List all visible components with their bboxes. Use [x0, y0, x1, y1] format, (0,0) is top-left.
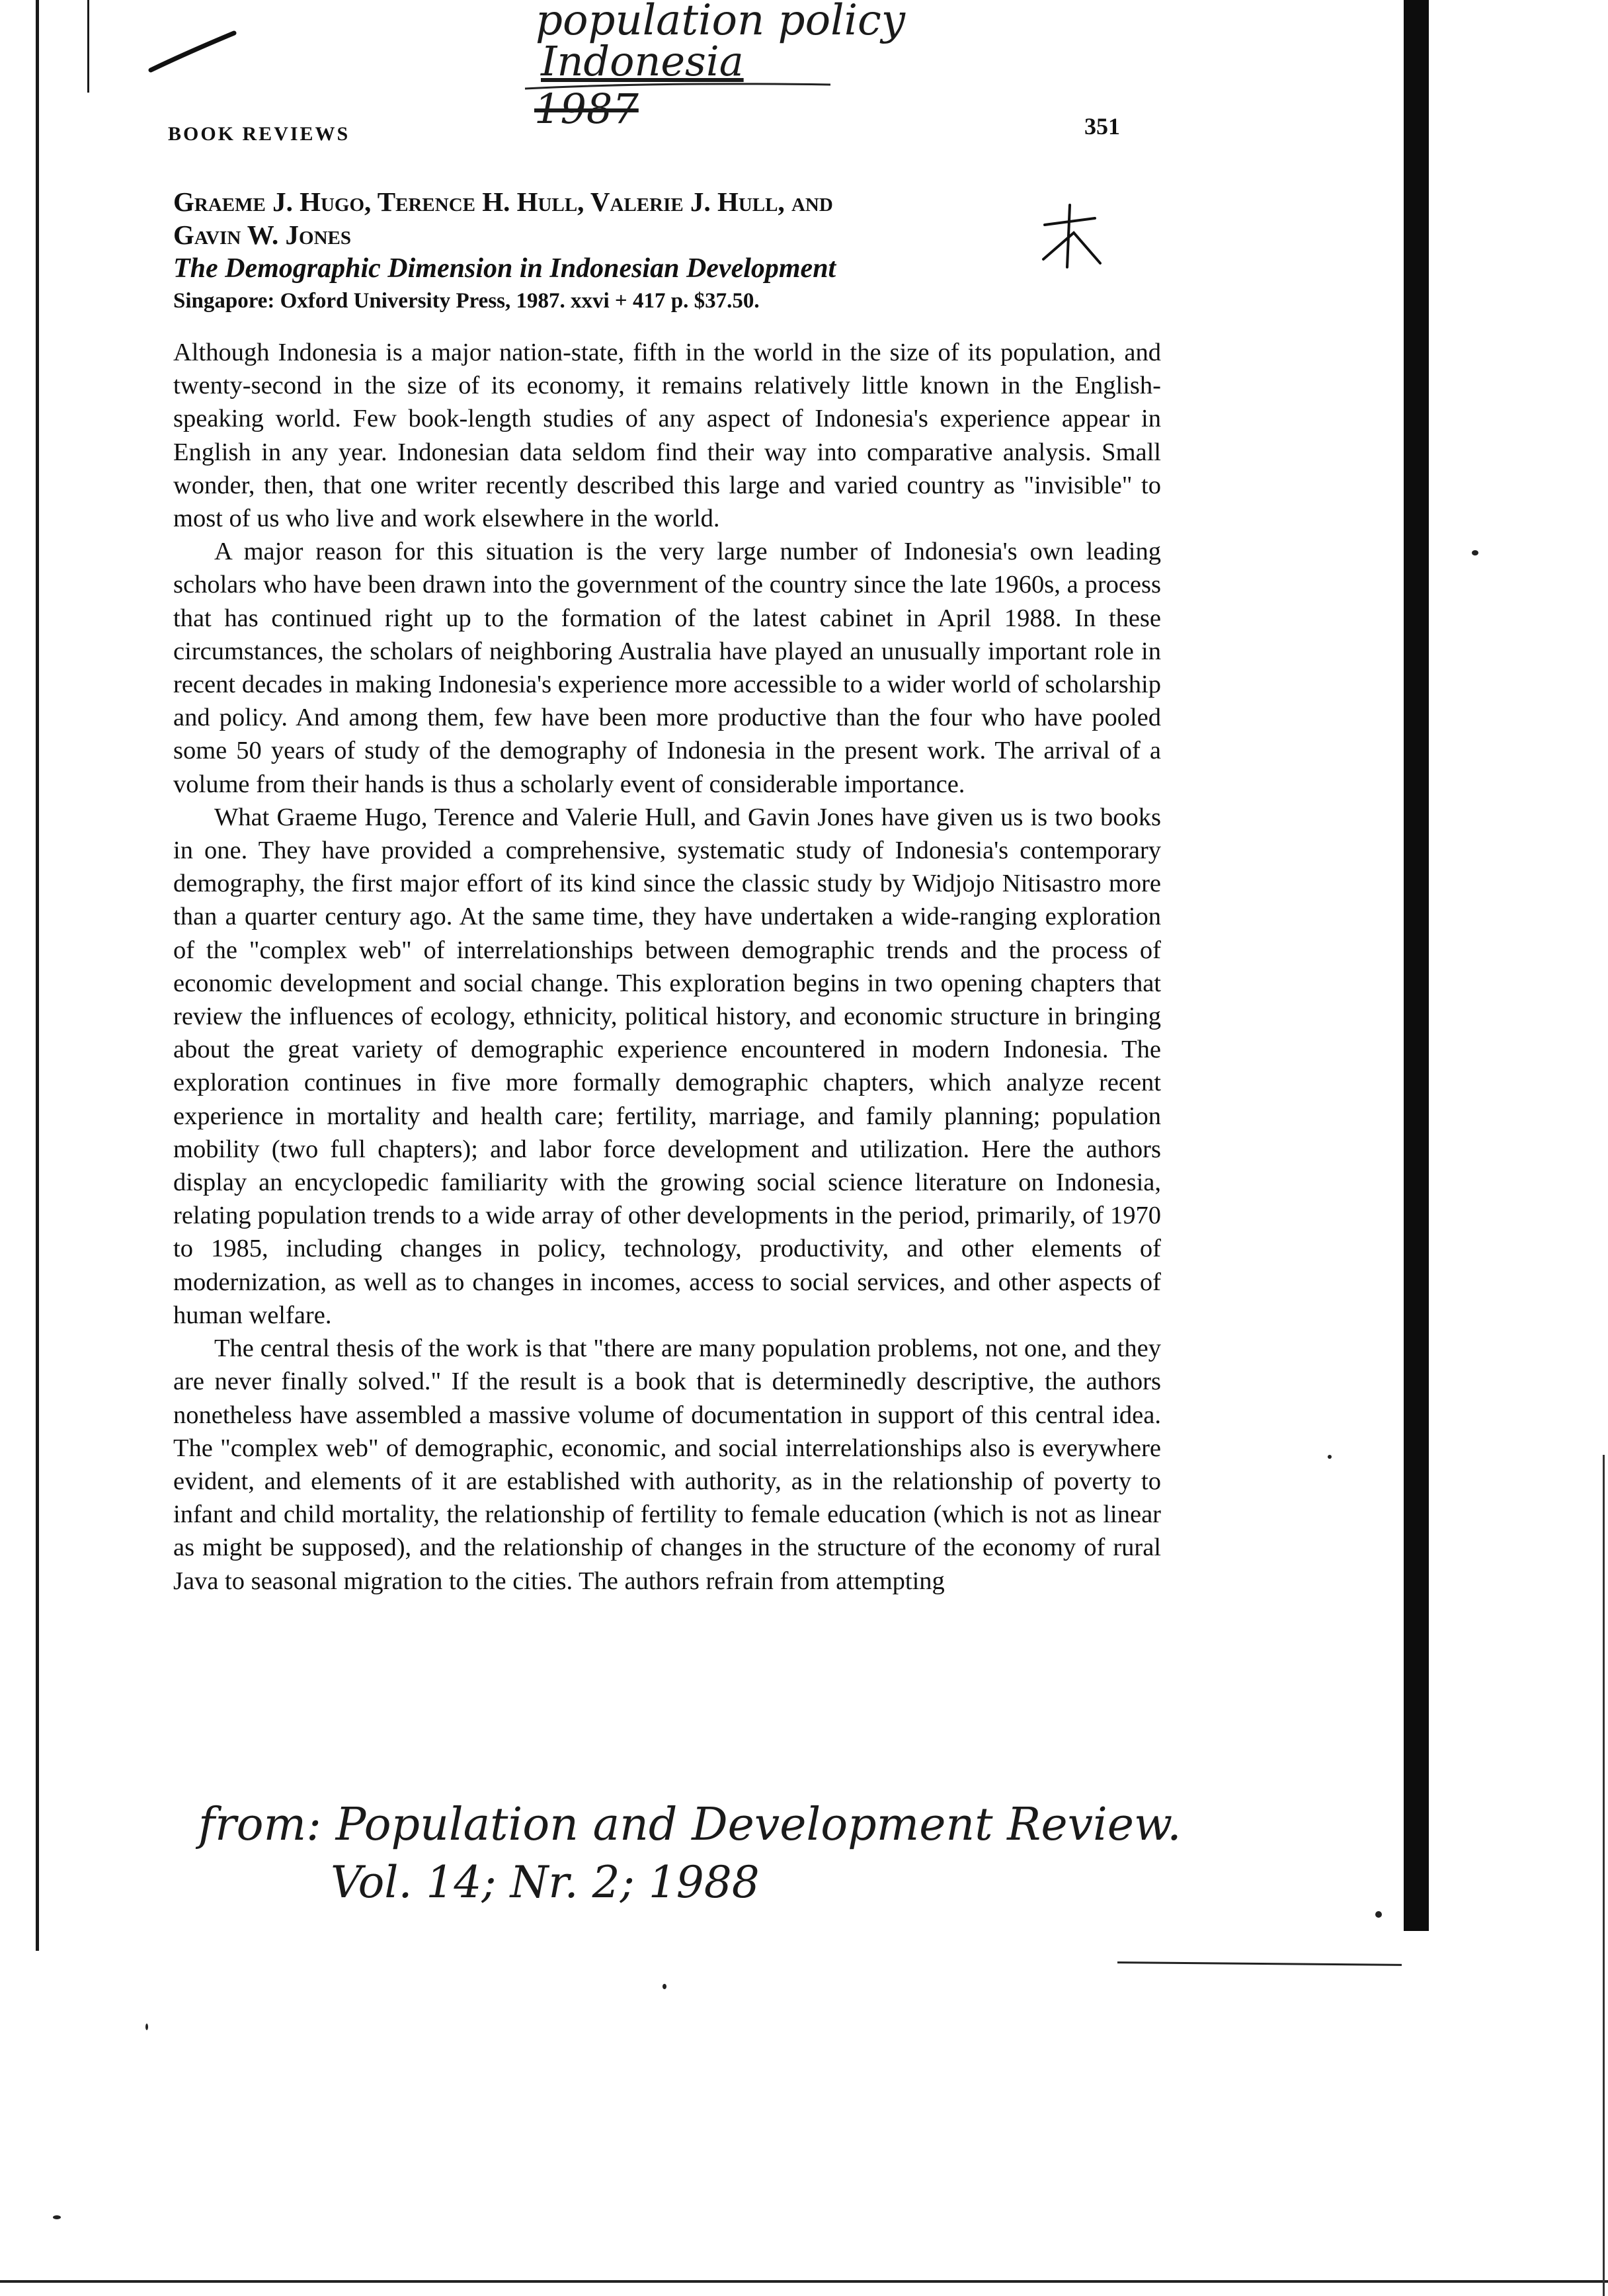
scan-speck: [53, 2215, 61, 2219]
scan-left-edge-line: [36, 0, 39, 1951]
handdrawn-underline: [1117, 1961, 1402, 1966]
pen-stroke-mark: [147, 26, 239, 79]
scan-speck: [1375, 1911, 1382, 1918]
scan-right-edge-line: [1603, 1455, 1605, 2296]
paragraph: What Graeme Hugo, Terence and Valerie Hull, and Gavin Jones have given us is two books in one. They have provided a comprehensive, systematic study of Indonesia's contemporary demography, the first major effort of its kind since the classic study by Widjojo Nitisastro more than a quarter century ago. At the same time, they have undertaken a wide-ranging exploration of the "complex web" of interrelationships between demographic trends and the process of economic development and social change. This exploration begins in two opening chapters that review the influences of ecology, ethnicity, political history, and economic structure in bringing about the great variety of demographic experience encountered in modern Indonesia. The exploration continues in five more formally demographic chapters, which analyze recent experience in mortality and health care; fertility, marriage, and family planning; population mobility (two full chapters); and labor force development and utilization. Here the authors display an encyclopedic familiarity with the growing social science literature on Indonesia, relating population trends to a wide array of other developments in the period, primarily, of 1970 to 1985, including changes in policy, technology, productivity, and other elements of modernization, as well as to changes in incomes, access to social services, and other aspects of human welfare.: [173, 803, 1161, 1329]
authors-line-1: Graeme J. Hugo, Terence H. Hull, Valerie J. Hull, and: [173, 186, 833, 217]
handwritten-source-line-2: Vol. 14; Nr. 2; 1988: [331, 1857, 760, 1908]
scan-speck: [1472, 550, 1478, 555]
scan-bottom-edge-line: [0, 2280, 1608, 2283]
running-head: BOOK REVIEWS: [168, 123, 350, 145]
handwritten-source-line-1: from: Population and Development Review.: [198, 1799, 1182, 1851]
paragraph: Although Indonesia is a major nation-state, fifth in the world in the size of its population, and twenty-second in the size of its economy, it remains relatively little known in the English-speaking world. Few book-length studies of any aspect of Indonesia's experience appear in English in any year. Indonesian data seldom find their way into comparative analysis. Small wonder, then, that one writer recently described this large and varied country as "invisible" to most of us who live and work elsewhere in the world.: [173, 339, 1161, 533]
scan-speck: [1328, 1455, 1332, 1459]
paragraph: A major reason for this situation is the very large number of Indonesia's own leading scholars who have been drawn into the government of the country since the late 1960s, a process that has continued right up to the formation of the latest cabinet in April 1988. In these circumstances, the scholars of neighboring Australia have played an unusually important role in recent decades in making Indonesia's experience more accessible to a wider world of scholarship and policy. And among them, few have been more productive than the four who have pooled some 50 years of study of the demography of Indonesia in the present work. The arrival of a volume from their hands is thus a scholarly event of considerable importance.: [173, 538, 1161, 798]
page-number: 351: [1084, 113, 1120, 140]
book-citation: [173, 185, 1132, 316]
authors-line-2: Gavin W. Jones: [173, 220, 351, 250]
book-title: The Demographic Dimension in Indonesian Development: [173, 253, 836, 284]
review-body: [173, 336, 1161, 1598]
paragraph: The central thesis of the work is that "there are many population problems, not one, and they are never finally solved." If the result is a book that is determinedly descriptive, the authors nonetheless have assembled a massive volume of documentation in support of this central idea. The "complex web" of demographic, economic, and social interrelationships also is everywhere evident, and elements of it are established with authority, as in the relationship of poverty to infant and child mortality, the relationship of fertility to female education (which is not as linear as might be supposed), and the relationship of changes in the structure of the economy of rural Java to seasonal migration to the cities. The authors refrain from attempting: [173, 1334, 1161, 1595]
scan-left-top-line: [87, 0, 89, 93]
scan-speck: [663, 1984, 666, 1989]
scan-speck: [145, 2024, 148, 2030]
handwritten-subject-year: 1987: [534, 85, 639, 133]
publication-info: Singapore: Oxford University Press, 1987. xxvi + 417 p. $37.50.: [173, 289, 760, 313]
handwritten-subject-line-2: Indonesia: [541, 37, 744, 85]
scan-binding-shadow: [1404, 0, 1429, 1931]
handwritten-subject-line-1: population policy: [536, 0, 906, 45]
